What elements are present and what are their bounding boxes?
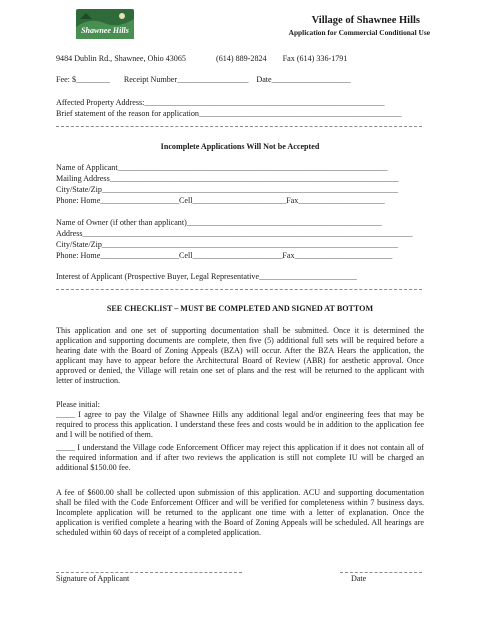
owner-name-row bbox=[56, 218, 426, 228]
fee-date-field[interactable]: _____________________ bbox=[271, 75, 351, 84]
owner-cell-field[interactable]: ________________________ bbox=[192, 251, 283, 260]
owner-phone-label: Phone: Home bbox=[56, 251, 101, 260]
fee-field[interactable]: _________ bbox=[76, 75, 110, 84]
checklist-heading: SEE CHECKLIST – MUST BE COMPLETED AND SIGNED AT BOTTOM bbox=[106, 304, 374, 313]
reason-row bbox=[56, 109, 426, 119]
owner-address-row bbox=[56, 229, 426, 239]
applicant-phone-label: Phone: Home bbox=[56, 196, 101, 205]
initial-1-field[interactable]: _____ bbox=[56, 410, 75, 419]
affected-address-row bbox=[56, 98, 426, 108]
village-fax: Fax (614) 336-1791 bbox=[282, 54, 348, 63]
please-initial-label: Please initial: bbox=[56, 400, 100, 409]
interest-field[interactable]: __________________________ bbox=[259, 272, 357, 281]
initial-item-1 bbox=[56, 410, 424, 440]
owner-address-label: Address bbox=[56, 229, 83, 238]
affected-address-label: Affected Property Address: bbox=[56, 98, 145, 107]
village-logo bbox=[76, 9, 134, 39]
signature-line[interactable] bbox=[56, 572, 242, 573]
applicant-cell-field[interactable]: _________________________ bbox=[192, 196, 287, 205]
applicant-city-field[interactable]: _______________________________________________________________________________ bbox=[101, 185, 398, 194]
receipt-field[interactable]: ___________________ bbox=[177, 75, 249, 84]
initial-2-field[interactable]: _____ bbox=[56, 443, 75, 452]
applicant-home-field[interactable]: _____________________ bbox=[100, 196, 179, 205]
owner-home-field[interactable]: _____________________ bbox=[100, 251, 179, 260]
incomplete-notice: Incomplete Applications Will Not be Accepted bbox=[160, 142, 320, 151]
applicant-name-label: Name of Applicant bbox=[56, 163, 118, 172]
reason-field[interactable]: ______________________________________________________ bbox=[198, 109, 402, 118]
fee-label: Fee: $ bbox=[56, 75, 77, 84]
applicant-cell-label: Cell bbox=[178, 196, 193, 205]
owner-name-label: Name of Owner (if other than applicant) bbox=[56, 218, 187, 227]
applicant-city-label: City/State/Zip bbox=[56, 185, 102, 194]
village-address: 9484 Dublin Rd., Shawnee, Ohio 43065 bbox=[56, 54, 186, 63]
owner-fax-field[interactable]: __________________________ bbox=[294, 251, 392, 260]
page-title: Village of Shawnee Hills bbox=[311, 15, 420, 26]
page-subtitle: Application for Commercial Conditional Use bbox=[288, 28, 430, 37]
owner-city-label: City/State/Zip bbox=[56, 240, 102, 249]
applicant-city-row bbox=[56, 185, 426, 195]
owner-phone-row bbox=[56, 251, 426, 261]
owner-address-field[interactable]: ________________________________________________________________________________________ bbox=[82, 229, 413, 238]
receipt-label: Receipt Number bbox=[123, 75, 178, 84]
initial-2-text: I understand the Village code Enforcement Officer may reject this application if it does not contain all of the required information and if after two reviews the application is still not complete IU will be charged an additional $150.00 fee. bbox=[56, 443, 424, 473]
applicant-mailing-row bbox=[56, 174, 426, 184]
signature-label: Signature of Applicant bbox=[56, 574, 130, 583]
svg-text:Shawnee Hills: Shawnee Hills bbox=[81, 26, 129, 35]
applicant-fax-label: Fax bbox=[286, 196, 299, 205]
interest-label: Interest of Applicant (Prospective Buyer, Legal Representative bbox=[56, 272, 260, 281]
signature-date-label: Date bbox=[351, 574, 367, 583]
owner-cell-label: Cell bbox=[178, 251, 193, 260]
fee-row bbox=[56, 75, 426, 85]
reason-label: Brief statement of the reason for application bbox=[56, 109, 199, 118]
initial-item-2 bbox=[56, 443, 424, 473]
village-phone: (614) 889-2824 bbox=[216, 54, 267, 63]
contact-row bbox=[56, 54, 426, 64]
initial-1-text: I agree to pay the Vilalge of Shawnee Hills any additional legal and/or engineering fees that may be required to process this application. I understand these fees and costs would be in addition to the application fee and I will be notified of them. bbox=[56, 410, 424, 440]
applicant-name-row bbox=[56, 163, 426, 173]
interest-continuation-line[interactable] bbox=[56, 289, 422, 290]
applicant-mailing-field[interactable]: _____________________________________________________________________________ bbox=[109, 174, 399, 183]
fee-paragraph: A fee of $600.00 shall be collected upon submission of this application. ACU and supporting documentation shall be filed with the Code Enforcement Officer and will be verified for completeness within 7 business days. Incomplete application will be returned to the applicant one time with a letter of explanation. Once the application is verified complete a hearing with the Board of Zoning Appeals will be scheduled. All hearings are scheduled within 60 days of receipt of a completed application. bbox=[56, 488, 424, 538]
reason-continuation-line[interactable] bbox=[56, 126, 422, 127]
owner-name-field[interactable]: ____________________________________________________ bbox=[186, 218, 382, 227]
interest-row bbox=[56, 272, 426, 282]
owner-fax-label: Fax bbox=[282, 251, 295, 260]
affected-address-field[interactable]: ________________________________________________________________ bbox=[144, 98, 385, 107]
applicant-mailing-label: Mailing Address bbox=[56, 174, 110, 183]
date-line[interactable] bbox=[340, 572, 422, 573]
applicant-fax-field[interactable]: _______________________ bbox=[298, 196, 385, 205]
applicant-phone-row bbox=[56, 196, 426, 206]
owner-city-field[interactable]: _______________________________________________________________________________ bbox=[101, 240, 398, 249]
fee-date-label: Date bbox=[256, 75, 272, 84]
owner-city-row bbox=[56, 240, 426, 250]
submission-paragraph: This application and one set of supporting documentation shall be submitted. Once it is determined the application and supporting documents are complete, then five (5) additional full sets will be required before a hearing date with the Board of Zoning Appeals (BZA) will occur. After the BZA Hears the application, the applicant may have to appear before the Architectural Board of Review (ABR) for aesthetic approval. Once approved or denied, the Village will retain one set of plans and the rest will be returned to the applicant with letter of instruction. bbox=[56, 326, 424, 386]
applicant-name-field[interactable]: ________________________________________________________________________ bbox=[117, 163, 388, 172]
